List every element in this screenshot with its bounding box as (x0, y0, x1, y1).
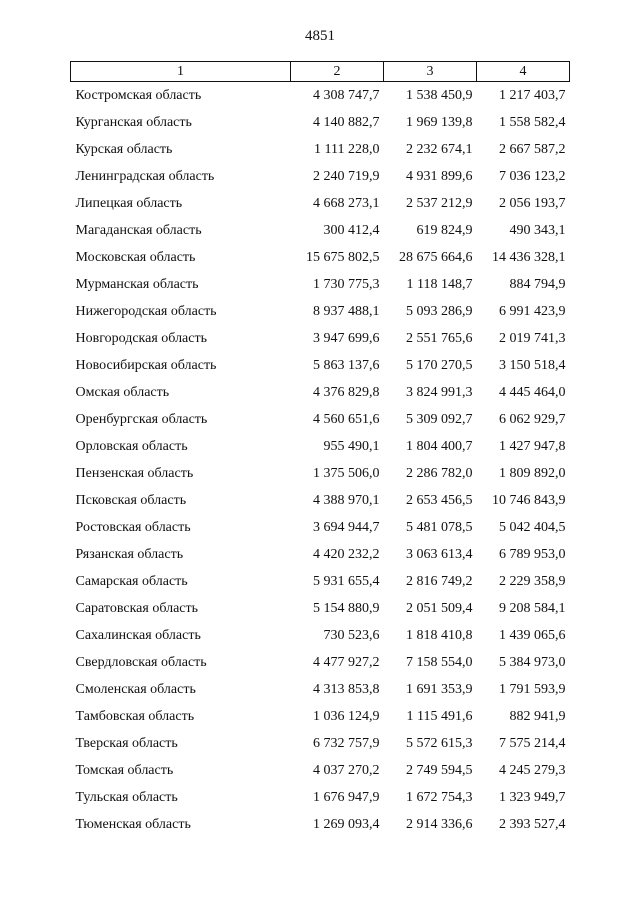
region-name-cell: Самарская область (75, 574, 188, 589)
value-cell-col2: 1 111 228,0 (314, 142, 380, 157)
region-name-cell: Рязанская область (75, 547, 184, 562)
table-row (71, 217, 570, 244)
value-cell-col3: 1 115 491,6 (406, 709, 473, 724)
region-name-cell: Орловская область (75, 439, 188, 454)
table-row (71, 541, 570, 568)
table-row (71, 811, 570, 838)
value-cell-col3: 1 691 353,9 (406, 682, 473, 697)
value-cell-col4: 1 439 065,6 (499, 628, 566, 643)
value-cell-col2: 4 477 927,2 (313, 655, 380, 670)
table-row (71, 568, 570, 595)
region-name-cell: Тамбовская область (75, 709, 195, 724)
region-name-cell: Сахалинская область (75, 628, 201, 643)
value-cell-col2: 15 675 802,5 (306, 250, 380, 265)
table-row (71, 352, 570, 379)
value-cell-col2: 6 732 757,9 (313, 736, 380, 751)
table-row (71, 163, 570, 190)
region-name-cell: Московская область (75, 250, 196, 265)
table-row (71, 460, 570, 487)
region-name-cell: Свердловская область (75, 655, 207, 670)
value-cell-col3: 28 675 664,6 (399, 250, 473, 265)
value-cell-col4: 14 436 328,1 (492, 250, 566, 265)
value-cell-col4: 7 575 214,4 (499, 736, 566, 751)
value-cell-col3: 3 063 613,4 (406, 547, 473, 562)
page-number: 4851 (305, 28, 335, 44)
value-cell-col2: 730 523,6 (323, 628, 380, 643)
value-cell-col4: 6 789 953,0 (499, 547, 566, 562)
table-row (71, 190, 570, 217)
region-name-cell: Саратовская область (75, 601, 199, 616)
table-body (71, 82, 570, 839)
value-cell-col3: 2 914 336,6 (406, 817, 473, 832)
value-cell-col2: 4 560 651,6 (313, 412, 380, 427)
table-row (71, 622, 570, 649)
value-cell-col3: 1 672 754,3 (406, 790, 473, 805)
value-cell-col3: 3 824 991,3 (406, 385, 473, 400)
table-row (71, 244, 570, 271)
table-row (71, 649, 570, 676)
value-cell-col4: 2 229 358,9 (499, 574, 566, 589)
table-row (71, 379, 570, 406)
table-row (71, 595, 570, 622)
region-name-cell: Тульская область (75, 790, 178, 805)
value-cell-col2: 4 376 829,8 (313, 385, 380, 400)
value-cell-col2: 4 388 970,1 (313, 493, 380, 508)
region-name-cell: Липецкая область (75, 196, 183, 211)
value-cell-col2: 4 420 232,2 (313, 547, 380, 562)
value-cell-col3: 5 481 078,5 (406, 520, 473, 535)
region-name-cell: Ленинградская область (75, 169, 215, 184)
table-row (71, 298, 570, 325)
value-cell-col4: 10 746 843,9 (492, 493, 566, 508)
value-cell-col4: 4 245 279,3 (499, 763, 566, 778)
value-cell-col4: 1 558 582,4 (499, 115, 566, 130)
value-cell-col2: 4 668 273,1 (313, 196, 380, 211)
value-cell-col3: 1 538 450,9 (406, 88, 473, 103)
value-cell-col2: 1 269 093,4 (313, 817, 380, 832)
value-cell-col4: 5 384 973,0 (499, 655, 566, 670)
value-cell-col4: 1 217 403,7 (499, 88, 566, 103)
value-cell-col4: 1 427 947,8 (499, 439, 566, 454)
value-cell-col2: 5 863 137,6 (313, 358, 380, 373)
region-name-cell: Новгородская область (75, 331, 207, 346)
value-cell-col2: 300 412,4 (323, 223, 380, 238)
value-cell-col2: 5 154 880,9 (313, 601, 380, 616)
column-header-4: 4 (477, 62, 570, 82)
value-cell-col3: 5 170 270,5 (406, 358, 473, 373)
value-cell-col4: 1 323 949,7 (499, 790, 566, 805)
value-cell-col4: 2 667 587,2 (499, 142, 566, 157)
value-cell-col3: 1 804 400,7 (406, 439, 473, 454)
value-cell-col4: 490 343,1 (509, 223, 566, 238)
region-name-cell: Новосибирская область (75, 358, 217, 373)
value-cell-col2: 955 490,1 (323, 439, 380, 454)
region-name-cell: Томская область (75, 763, 174, 778)
value-cell-col3: 4 931 899,6 (406, 169, 473, 184)
value-cell-col3: 5 572 615,3 (406, 736, 473, 751)
value-cell-col3: 2 749 594,5 (406, 763, 473, 778)
value-cell-col4: 2 393 527,4 (499, 817, 566, 832)
region-name-cell: Тюменская область (75, 817, 191, 832)
table-row (71, 406, 570, 433)
value-cell-col4: 9 208 584,1 (499, 601, 566, 616)
region-name-cell: Пензенская область (75, 466, 194, 481)
value-cell-col2: 2 240 719,9 (313, 169, 380, 184)
value-cell-col4: 7 036 123,2 (499, 169, 566, 184)
region-name-cell: Омская область (75, 385, 170, 400)
table-row (71, 82, 570, 110)
table-row (71, 730, 570, 757)
value-cell-col2: 3 947 699,6 (313, 331, 380, 346)
value-cell-col2: 4 313 853,8 (313, 682, 380, 697)
region-name-cell: Нижегородская область (75, 304, 217, 319)
region-name-cell: Ростовская область (75, 520, 191, 535)
value-cell-col4: 3 150 518,4 (499, 358, 566, 373)
region-name-cell: Магаданская область (75, 223, 202, 238)
column-header-2: 2 (291, 62, 384, 82)
value-cell-col2: 4 140 882,7 (313, 115, 380, 130)
value-cell-col2: 3 694 944,7 (313, 520, 380, 535)
value-cell-col4: 1 791 593,9 (499, 682, 566, 697)
value-cell-col3: 2 286 782,0 (406, 466, 473, 481)
region-name-cell: Тверская область (75, 736, 178, 751)
table-row (71, 676, 570, 703)
region-name-cell: Смоленская область (75, 682, 196, 697)
value-cell-col2: 4 037 270,2 (313, 763, 380, 778)
region-name-cell: Псковская область (75, 493, 187, 508)
value-cell-col2: 1 036 124,9 (313, 709, 380, 724)
value-cell-col4: 1 809 892,0 (499, 466, 566, 481)
value-cell-col3: 1 818 410,8 (406, 628, 473, 643)
table-row (71, 109, 570, 136)
table-row (71, 514, 570, 541)
value-cell-col2: 1 730 775,3 (313, 277, 380, 292)
value-cell-col3: 5 093 286,9 (406, 304, 473, 319)
value-cell-col3: 1 969 139,8 (406, 115, 473, 130)
value-cell-col3: 2 816 749,2 (406, 574, 473, 589)
value-cell-col2: 4 308 747,7 (313, 88, 380, 103)
region-name-cell: Курганская область (75, 115, 192, 130)
table-row (71, 703, 570, 730)
table-row (71, 271, 570, 298)
table-row (71, 136, 570, 163)
value-cell-col3: 2 653 456,5 (406, 493, 473, 508)
region-name-cell: Мурманская область (75, 277, 199, 292)
value-cell-col3: 2 232 674,1 (406, 142, 473, 157)
value-cell-col2: 1 375 506,0 (313, 466, 380, 481)
value-cell-col2: 8 937 488,1 (313, 304, 380, 319)
table-row (71, 784, 570, 811)
column-header-3: 3 (384, 62, 477, 82)
value-cell-col4: 2 056 193,7 (499, 196, 566, 211)
value-cell-col2: 1 676 947,9 (313, 790, 380, 805)
value-cell-col3: 2 551 765,6 (406, 331, 473, 346)
table-row (71, 757, 570, 784)
value-cell-col2: 5 931 655,4 (313, 574, 380, 589)
value-cell-col4: 2 019 741,3 (499, 331, 566, 346)
value-cell-col4: 6 062 929,7 (499, 412, 566, 427)
column-header-1: 1 (71, 62, 291, 82)
region-name-cell: Оренбургская область (75, 412, 208, 427)
value-cell-col3: 2 051 509,4 (406, 601, 473, 616)
value-cell-col3: 5 309 092,7 (406, 412, 473, 427)
value-cell-col4: 4 445 464,0 (499, 385, 566, 400)
region-name-cell: Костромская область (75, 88, 202, 103)
value-cell-col3: 7 158 554,0 (406, 655, 473, 670)
value-cell-col4: 5 042 404,5 (499, 520, 566, 535)
value-cell-col4: 882 941,9 (509, 709, 566, 724)
regions-table (70, 61, 570, 838)
table-row (71, 433, 570, 460)
value-cell-col3: 619 824,9 (416, 223, 473, 238)
table-header-row (71, 62, 570, 82)
table-row (71, 325, 570, 352)
region-name-cell: Курская область (75, 142, 173, 157)
value-cell-col4: 884 794,9 (509, 277, 566, 292)
value-cell-col3: 1 118 148,7 (406, 277, 473, 292)
value-cell-col4: 6 991 423,9 (499, 304, 566, 319)
table-row (71, 487, 570, 514)
value-cell-col3: 2 537 212,9 (406, 196, 473, 211)
